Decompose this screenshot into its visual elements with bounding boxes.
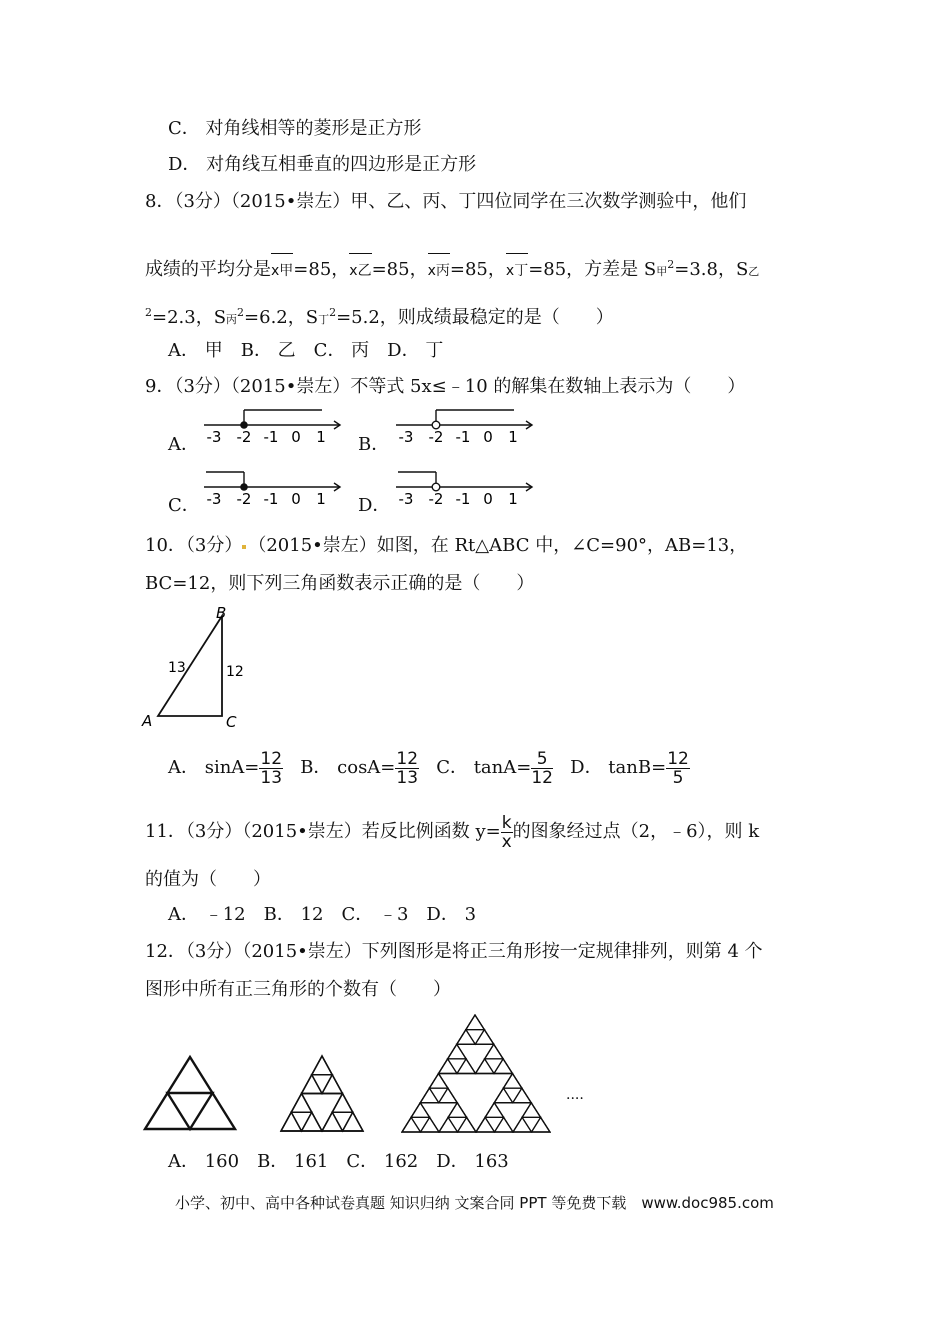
vertex-a-label: A [142,712,153,730]
q7-option-d: D． 对角线互相垂直的四边形是正方形 [168,154,477,175]
q10-triangle-figure [140,602,260,732]
tick-label: -3 [398,428,414,446]
tick-label: -2 [428,428,444,446]
q11-stem-line1: 11．（3分）（2015•崇左）若反比例函数 y= $\frac{k}{x}$ 的图象经过点（2，﹣6），则 k [145,812,760,852]
tick-label: -3 [206,490,222,508]
tick-label: -2 [236,490,252,508]
side-bc-label: 12 [226,664,244,680]
q12-continuation-dots: .... [566,1087,584,1103]
tick-label: -2 [428,490,444,508]
q8-stem-line1: 8．（3分）（2015•崇左）甲、乙、丙、丁四位同学在三次数学测验中，他们 [145,191,747,212]
q12-figure-3 [398,1012,558,1136]
q9-number-line-c [200,466,350,512]
vertex-c-label: C [226,713,237,731]
q9-label-c: C． [168,495,200,516]
q9-number-line-d [392,466,542,512]
q10-stem-line2: BC=12，则下列三角函数表示正确的是（ ） [145,573,535,594]
marker-dot [242,545,246,549]
q12-options: A． 160 B． 161 C． 162 D． 163 [168,1151,509,1172]
q8-options: A． 甲 B． 乙 C． 丙 D． 丁 [168,340,444,361]
tick-label: 0 [291,490,301,508]
q10-stem-line1: 10．（3分） （2015•崇左）如图，在 Rt△ABC 中，∠C=90°，AB=13， [145,535,748,556]
q9-stem: 9．（3分）（2015•崇左）不等式 5x≤﹣10 的解集在数轴上表示为（ ） [145,376,746,397]
tick-label: 1 [316,428,326,446]
tick-label: -1 [455,490,471,508]
tick-label: -2 [236,428,252,446]
q12-figure-1 [140,1050,240,1132]
tick-label: 0 [483,490,493,508]
tick-label: -3 [206,428,222,446]
q9-number-line-a [200,404,350,450]
q9-label-b: B． [358,434,390,455]
q11-options: A． ﹣12 B． 12 C． ﹣3 D． 3 [168,904,477,925]
q12-stem-line2: 图形中所有正三角形的个数有（ ） [145,979,451,1000]
tick-label: 0 [483,428,493,446]
q9-label-d: D． [358,495,391,516]
q9-label-a: A． [168,434,199,455]
q11-stem-line2: 的值为（ ） [145,869,271,890]
tick-label: 0 [291,428,301,446]
q12-stem-line1: 12．（3分）（2015•崇左）下列图形是将正三角形按一定规律排列，则第 4 个 [145,941,763,962]
tick-label: 1 [316,490,326,508]
q10-options: A． sinA= $\frac{12}{13}$ B． cosA= $\frac{12}{13}$ C． tanA= $\frac{5}{12}$ D． tanB= $\frac{12}{5}$ [168,748,689,788]
q12-figure-2 [278,1050,368,1134]
q7-option-c: C． 对角线相等的菱形是正方形 [168,118,422,139]
q8-stem-line2: 成绩的平均分是x甲=85，x乙=85，x丙=85，x丁=85，方差是 S甲$^2$=3.8，S乙 [145,258,760,280]
tick-label: 1 [508,490,518,508]
tick-label: -3 [398,490,414,508]
vertex-b-label: B [216,604,227,622]
tick-label: -1 [455,428,471,446]
q8-stem-line3: $^2$=2.3，S丙$^2$=6.2，S丁$^2$=5.2，则成绩最稳定的是（ ） [145,306,614,328]
tick-label: -1 [263,490,279,508]
q9-number-line-b [392,404,542,450]
tick-label: -1 [263,428,279,446]
page-footer: 小学、初中、高中各种试卷真题 知识归纳 文案合同 PPT 等免费下载 www.doc985.com [175,1194,774,1212]
tick-label: 1 [508,428,518,446]
side-ab-label: 13 [168,660,186,676]
